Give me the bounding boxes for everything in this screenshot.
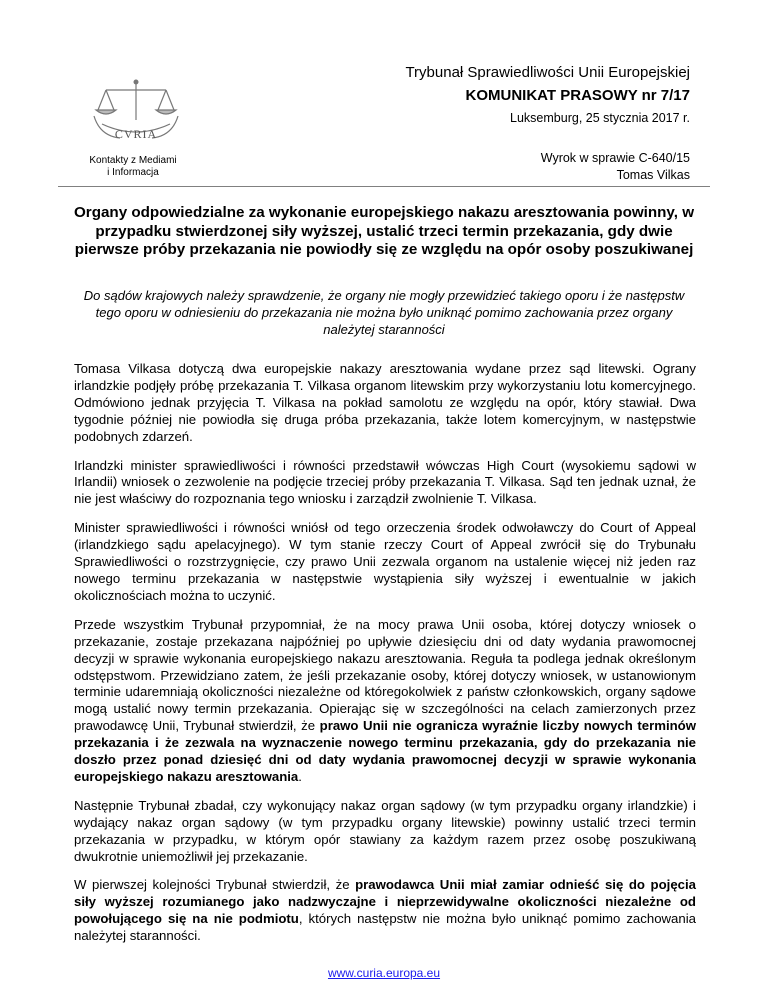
paragraph: Minister sprawiedliwości i równości wniósł od tego orzeczenia środek odwoławczy do Court of Appeal (irlandzkiego sądu apelacyjnego). W tym stanie rzeczy Court of Appeal zwrócił się do Trybunału Sprawiedliwości o rozstrzygnięcie, czy prawo Unii zezwala organom na ustalenie więcej niż jeden raz nowego terminu przekazania w następstwie wystąpienia siły wyższej i ewentualnie w jakich okolicznościach można to uczynić. <box>74 520 696 603</box>
header-divider <box>58 186 710 187</box>
paragraph: Przede wszystkim Trybunał przypomniał, że na mocy prawa Unii osoba, której dotyczy wniosek o przekazanie, zostaje przekazana najpóźniej po upływie dziesięciu dni od daty wydania prawomocnej decyzji w sprawie wykonania europejskiego nakazu aresztowania. Reguła ta podlega jednak określonym odstępstwom. Przewidziano zatem, że jeśli przekazanie osoby, której dotyczy wniosek, w ustanowionym terminie udaremniają okoliczności niezależne od któregokolwiek z państw członkowskich, organy sądowe mogą ustalić nowy termin przekazania. Opierając się w szczególności na celach zamierzonych przez prawodawcę Unii, Trybunał stwierdził, że prawo Unii nie ogranicza wyraźnie liczby nowych terminów przekazania i że zezwala na wyznaczenie nowego terminu przekazania, gdy do przekazania nie doszło przez ponad dziesięć dni od daty wydania prawomocnej decyzji w sprawie wykonania europejskiego nakazu aresztowania. <box>74 616 697 784</box>
case-reference: Wyrok w sprawie C-640/15 Tomas Vilkas <box>540 151 690 182</box>
subtitle: Do sądów krajowych należy sprawdzenie, że organy nie mogły przewidzieć takiego oporu i że następstw tego oporu w odniesieniu do przekazania nie można było uniknąć pomimo zachowania przez organy należytej staranności <box>83 288 685 337</box>
body-text <box>74 361 696 957</box>
logo-text: CVRIA <box>114 127 158 141</box>
institution-name: Trybunał Sprawiedliwości Unii Europejskiej <box>405 64 690 81</box>
page-title: Organy odpowiedzialne za wykonanie europejskiego nakazu aresztowania powinny, w przypadku stwierdzonej siły wyższej, ustalić trzeci termin przekazania, gdy dwie pierwsze próby przekazania nie powiodły się ze względu na opór osoby poszukiwanej <box>73 204 695 259</box>
paragraph: Irlandzki minister sprawiedliwości i równości przedstawił wówczas High Court (wysokiemu sądowi w Irlandii) wniosek o zezwolenie na podjęcie trzeciej próby przekazania T. Vilkasa. Sąd ten jednak uznał, że nie jest właściwy do rozpoznania tego wniosku i zarządził zwolnienie T. Vilkasa. <box>74 457 696 507</box>
paragraph: Następnie Trybunał zbadał, czy wykonujący nakaz organ sądowy (w tym przypadku organy irlandzkie) i wydający nakaz organ sądowy (w tym przypadku organy litewskie) powinny ustalić trzeci termin przekazania w przypadku, w którym opór stawiany za każdym razem przez osobę poszukiwaną dwukrotnie uniemożliwił jej przekazanie. <box>74 797 696 864</box>
footer-link[interactable]: www.curia.europa.eu <box>327 966 441 980</box>
place-date: Luksemburg, 25 stycznia 2017 r. <box>510 111 690 125</box>
paragraph: W pierwszej kolejności Trybunał stwierdził, że prawodawca Unii miał zamiar odnieść się do pojęcia siły wyższej rozumianego jako nadzwyczajne i nieprzewidywalne okoliczności niezależne od powołującego się na nie podmiotu, których następstw nie można było uniknąć pomimo zachowania należytej staranności. <box>74 877 696 944</box>
curia-logo <box>86 76 186 156</box>
press-release-number: KOMUNIKAT PRASOWY nr 7/17 <box>465 87 690 104</box>
paragraph: Tomasa Vilkasa dotyczą dwa europejskie nakazy aresztowania wydane przez sąd litewski. Ograny irlandzkie podjęły próbę przekazania T. Vilkasa organom litewskim przy wykorzystaniu lotu komercyjnego. Odmówiono jednak przyjęcia T. Vilkasa na pokład samolotu ze względu na opór, który stawiał. Dwa tygodnie później nie powiodła się druga próba przekazania, także lotem komercyjnym, w następstwie podobnych zdarzeń. <box>74 361 696 444</box>
media-contact-label: Kontakty z Mediami i Informacja <box>89 155 177 178</box>
